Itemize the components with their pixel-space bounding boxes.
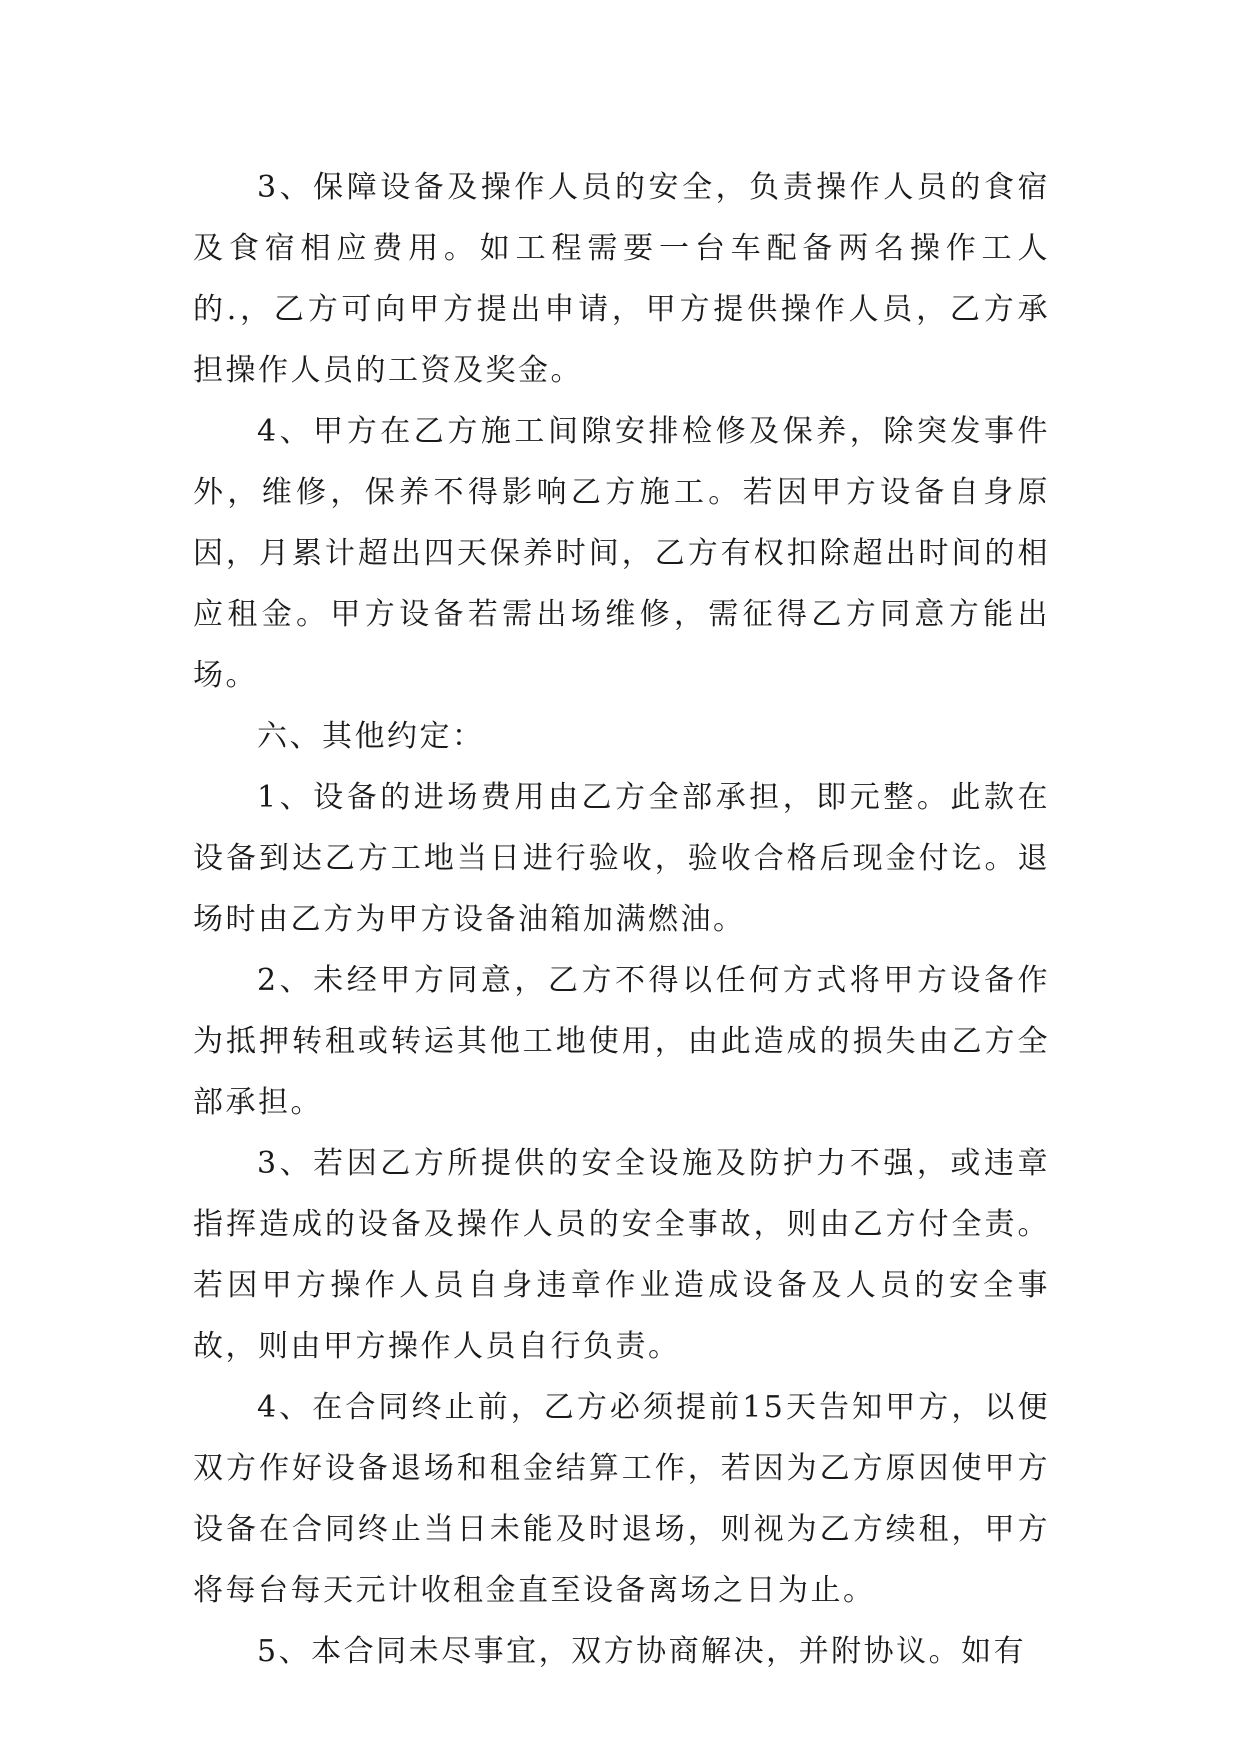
clause-4-maintenance: 4、甲方在乙方施工间隙安排检修及保养，除突发事件外，维修，保养不得影响乙方施工。若因甲方设备自身原因，月累计超出四天保养时间，乙方有权扣除超出时间的相应租金。甲方设备若需出场维修，需征得乙方同意方能出场。 [193, 414, 1050, 693]
other-terms-item-5: 5、本合同未尽事宜，双方协商解决，并附协议。如有 [257, 1634, 1027, 1669]
other-terms-item-3: 3、若因乙方所提供的安全设施及防护力不强，或违章指挥造成的设备及操作人员的安全事故，则由乙方付全责。若因甲方操作人员自身违章作业造成设备及人员的安全事故，则由甲方操作人员自行负责。 [193, 1146, 1050, 1364]
document-body [193, 157, 1050, 1682]
section-heading-other-terms: 六、其他约定： [257, 719, 485, 754]
clause-3-safety: 3、保障设备及操作人员的安全，负责操作人员的食宿及食宿相应费用。如工程需要一台车配备两名操作工人的.，乙方可向甲方提出申请，甲方提供操作人员，乙方承担操作人员的工资及奖金。 [193, 170, 1050, 388]
other-terms-item-2: 2、未经甲方同意，乙方不得以任何方式将甲方设备作为抵押转租或转运其他工地使用，由此造成的损失由乙方全部承担。 [193, 963, 1050, 1120]
other-terms-item-1: 1、设备的进场费用由乙方全部承担，即元整。此款在设备到达乙方工地当日进行验收，验收合格后现金付讫。退场时由乙方为甲方设备油箱加满燃油。 [193, 780, 1050, 937]
other-terms-item-4: 4、在合同终止前，乙方必须提前15天告知甲方，以便双方作好设备退场和租金结算工作，若因为乙方原因使甲方设备在合同终止当日未能及时退场，则视为乙方续租，甲方将每台每天元计收租金直至设备离场之日为止。 [193, 1390, 1050, 1608]
